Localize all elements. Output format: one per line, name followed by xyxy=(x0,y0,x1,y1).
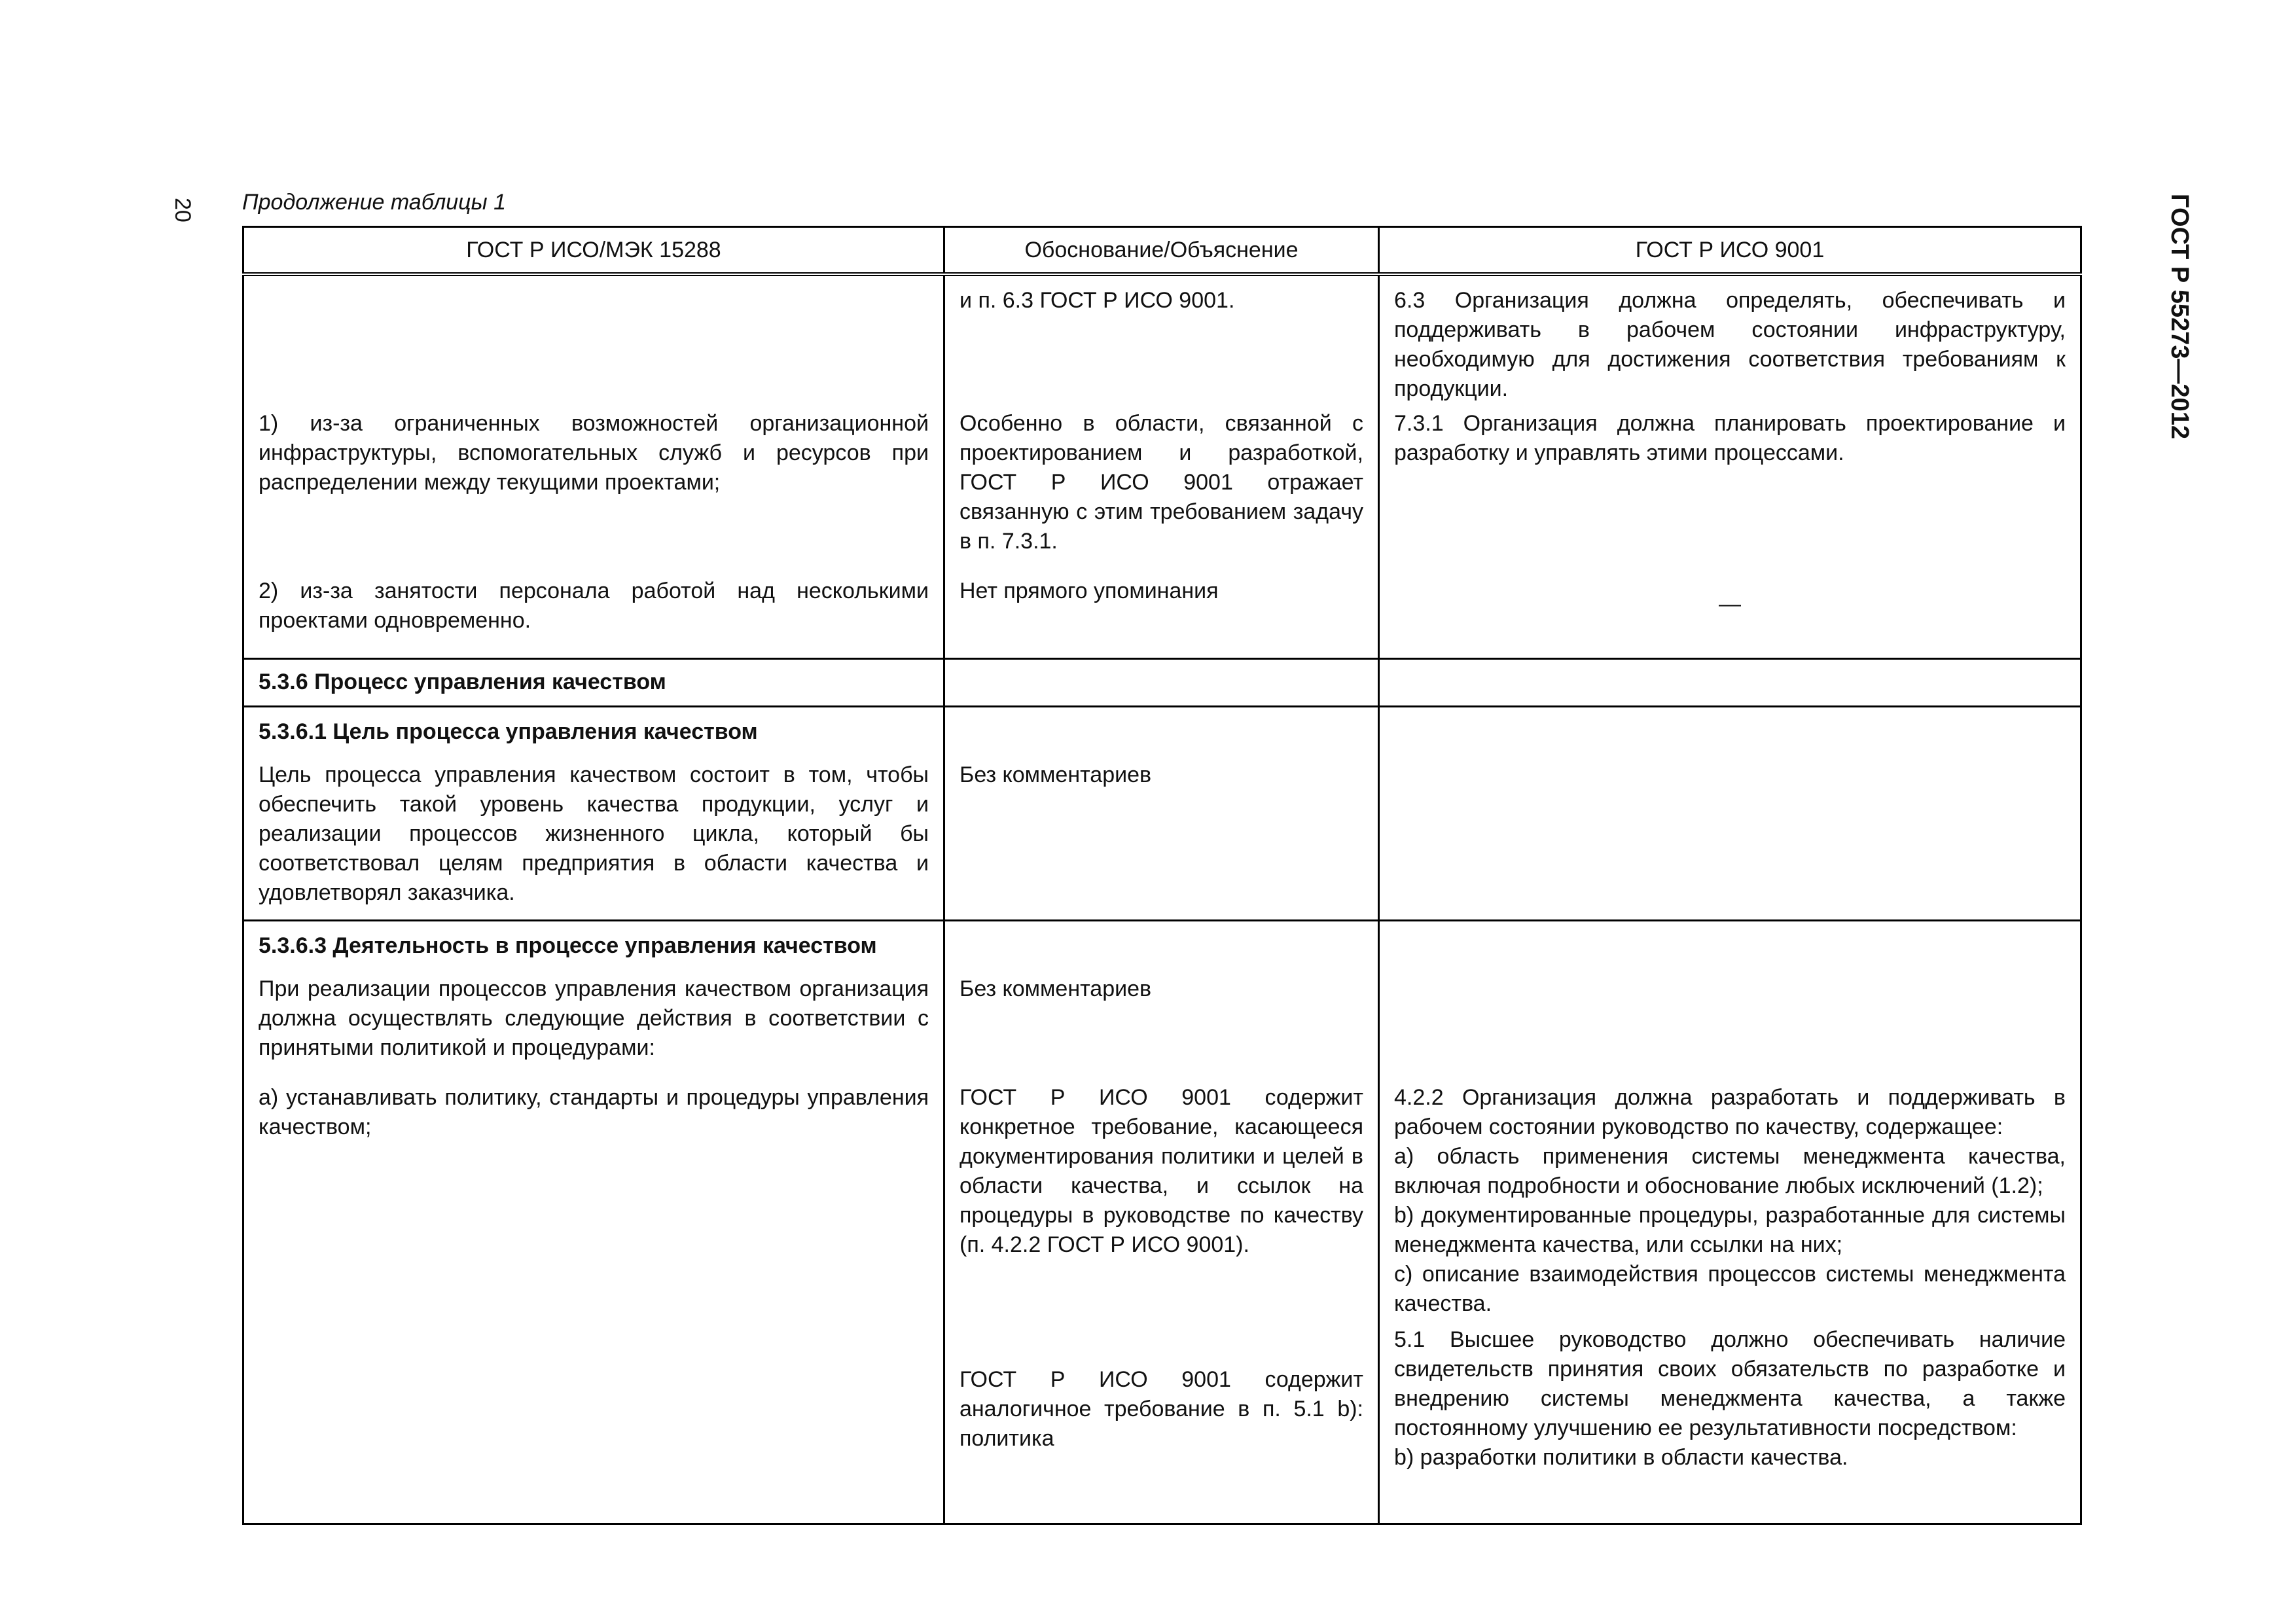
table-row xyxy=(243,658,2081,706)
table-cell xyxy=(944,658,1379,706)
table-row xyxy=(243,274,2081,658)
cell-text: а) устанавливать политику, стандарты и процедуры управления качеством; xyxy=(259,1084,929,1139)
cell-text: ГОСТ Р ИСО 9001 содержит конкретное требование, касающееся документирования политики и целей в области качества, и ссылок на процедуры в руководстве по качеству (п. 4.2.2 ГОСТ Р ИСО 9001). xyxy=(960,1084,1363,1257)
column-header: Обоснование/Объяснение xyxy=(944,227,1379,275)
table-cell xyxy=(243,658,944,706)
table-row xyxy=(243,920,2081,1524)
table-cell xyxy=(944,706,1379,920)
cell-text: 6.3 Организация должна определять, обеспечивать и поддерживать в рабочем состоянии инфраструктуру, необходимую для достижения соответствия требованиям к продукции. xyxy=(1394,288,2066,401)
table-cell xyxy=(1379,658,2081,706)
column-header: ГОСТ Р ИСО 9001 xyxy=(1379,227,2081,275)
cell-text: Особенно в области, связанной с проектированием и разработкой, ГОСТ Р ИСО 9001 отражает связанную с этим требованием задачу в п. 7.3.1. xyxy=(960,411,1363,554)
table-cell xyxy=(1379,706,2081,920)
cell-text: b) разработки политики в области качества. xyxy=(1394,1444,1848,1470)
table-cell xyxy=(243,920,944,1524)
cell-text: 7.3.1 Организация должна планировать проектирование и разработку и управлять этими процессами. xyxy=(1394,411,2066,465)
cell-text: a) область применения системы менеджмента качества, включая подробности и обоснование любых исключений (1.2); xyxy=(1394,1143,2066,1198)
section-heading: 5.3.6 Процесс управления качеством xyxy=(259,669,666,694)
table-caption: Продолжение таблицы 1 xyxy=(242,190,506,215)
table-cell xyxy=(944,274,1379,658)
column-header: ГОСТ Р ИСО/МЭК 15288 xyxy=(243,227,944,275)
cell-text: Нет прямого упоминания xyxy=(960,579,1219,603)
table-cell xyxy=(243,706,944,920)
table-cell xyxy=(243,274,944,658)
document-code: ГОСТ Р 55273—2012 xyxy=(2166,194,2193,439)
page-number: 20 xyxy=(170,198,195,223)
subsection-heading: 5.3.6.3 Деятельность в процессе управления качеством xyxy=(259,933,877,958)
table-row xyxy=(243,706,2081,920)
cell-text: Цель процесса управления качеством состоит в том, чтобы обеспечить такой уровень качества продукции, услуг и реализации процессов жизненного цикла, который бы соответствовал целям предприятия в области качества и удовлетворял заказчика. xyxy=(259,762,929,905)
cell-text: 1) из-за ограниченных возможностей организационной инфраструктуры, вспомогательных служб и ресурсов при распределении между текущими проектами; xyxy=(259,411,929,495)
table-cell xyxy=(944,920,1379,1524)
table-header-row xyxy=(243,227,2081,275)
cell-text: Без комментариев xyxy=(960,762,1152,787)
cell-text: и п. 6.3 ГОСТ Р ИСО 9001. xyxy=(960,288,1235,313)
cell-text: 2) из-за занятости персонала работой над несколькими проектами одновременно. xyxy=(259,579,929,633)
dash-placeholder: — xyxy=(1719,592,1741,616)
cell-text: b) документированные процедуры, разработанные для системы менеджмента качества, или ссылки на них; xyxy=(1394,1202,2066,1257)
cell-text: Без комментариев xyxy=(960,976,1152,1001)
comparison-table xyxy=(242,226,2082,1525)
cell-text: c) описание взаимодействия процессов системы менеджмента качества. xyxy=(1394,1261,2066,1316)
table-cell xyxy=(1379,274,2081,658)
table-cell xyxy=(1379,920,2081,1524)
cell-text: 4.2.2 Организация должна разработать и поддерживать в рабочем состоянии руководство по качеству, содержащее: xyxy=(1394,1084,2066,1139)
cell-text: ГОСТ Р ИСО 9001 содержит аналогичное требование в п. 5.1 b): политика xyxy=(960,1366,1363,1451)
subsection-heading: 5.3.6.1 Цель процесса управления качеством xyxy=(259,719,758,744)
cell-text: При реализации процессов управления качеством организация должна осуществлять следующие действия в соответствии с принятыми политикой и процедурами: xyxy=(259,976,929,1060)
cell-text: 5.1 Высшее руководство должно обеспечивать наличие свидетельств принятия своих обязательств по разработке и внедрению системы менеджмента качества, а также постоянному улучшению ее результативности посредством: xyxy=(1394,1327,2066,1440)
